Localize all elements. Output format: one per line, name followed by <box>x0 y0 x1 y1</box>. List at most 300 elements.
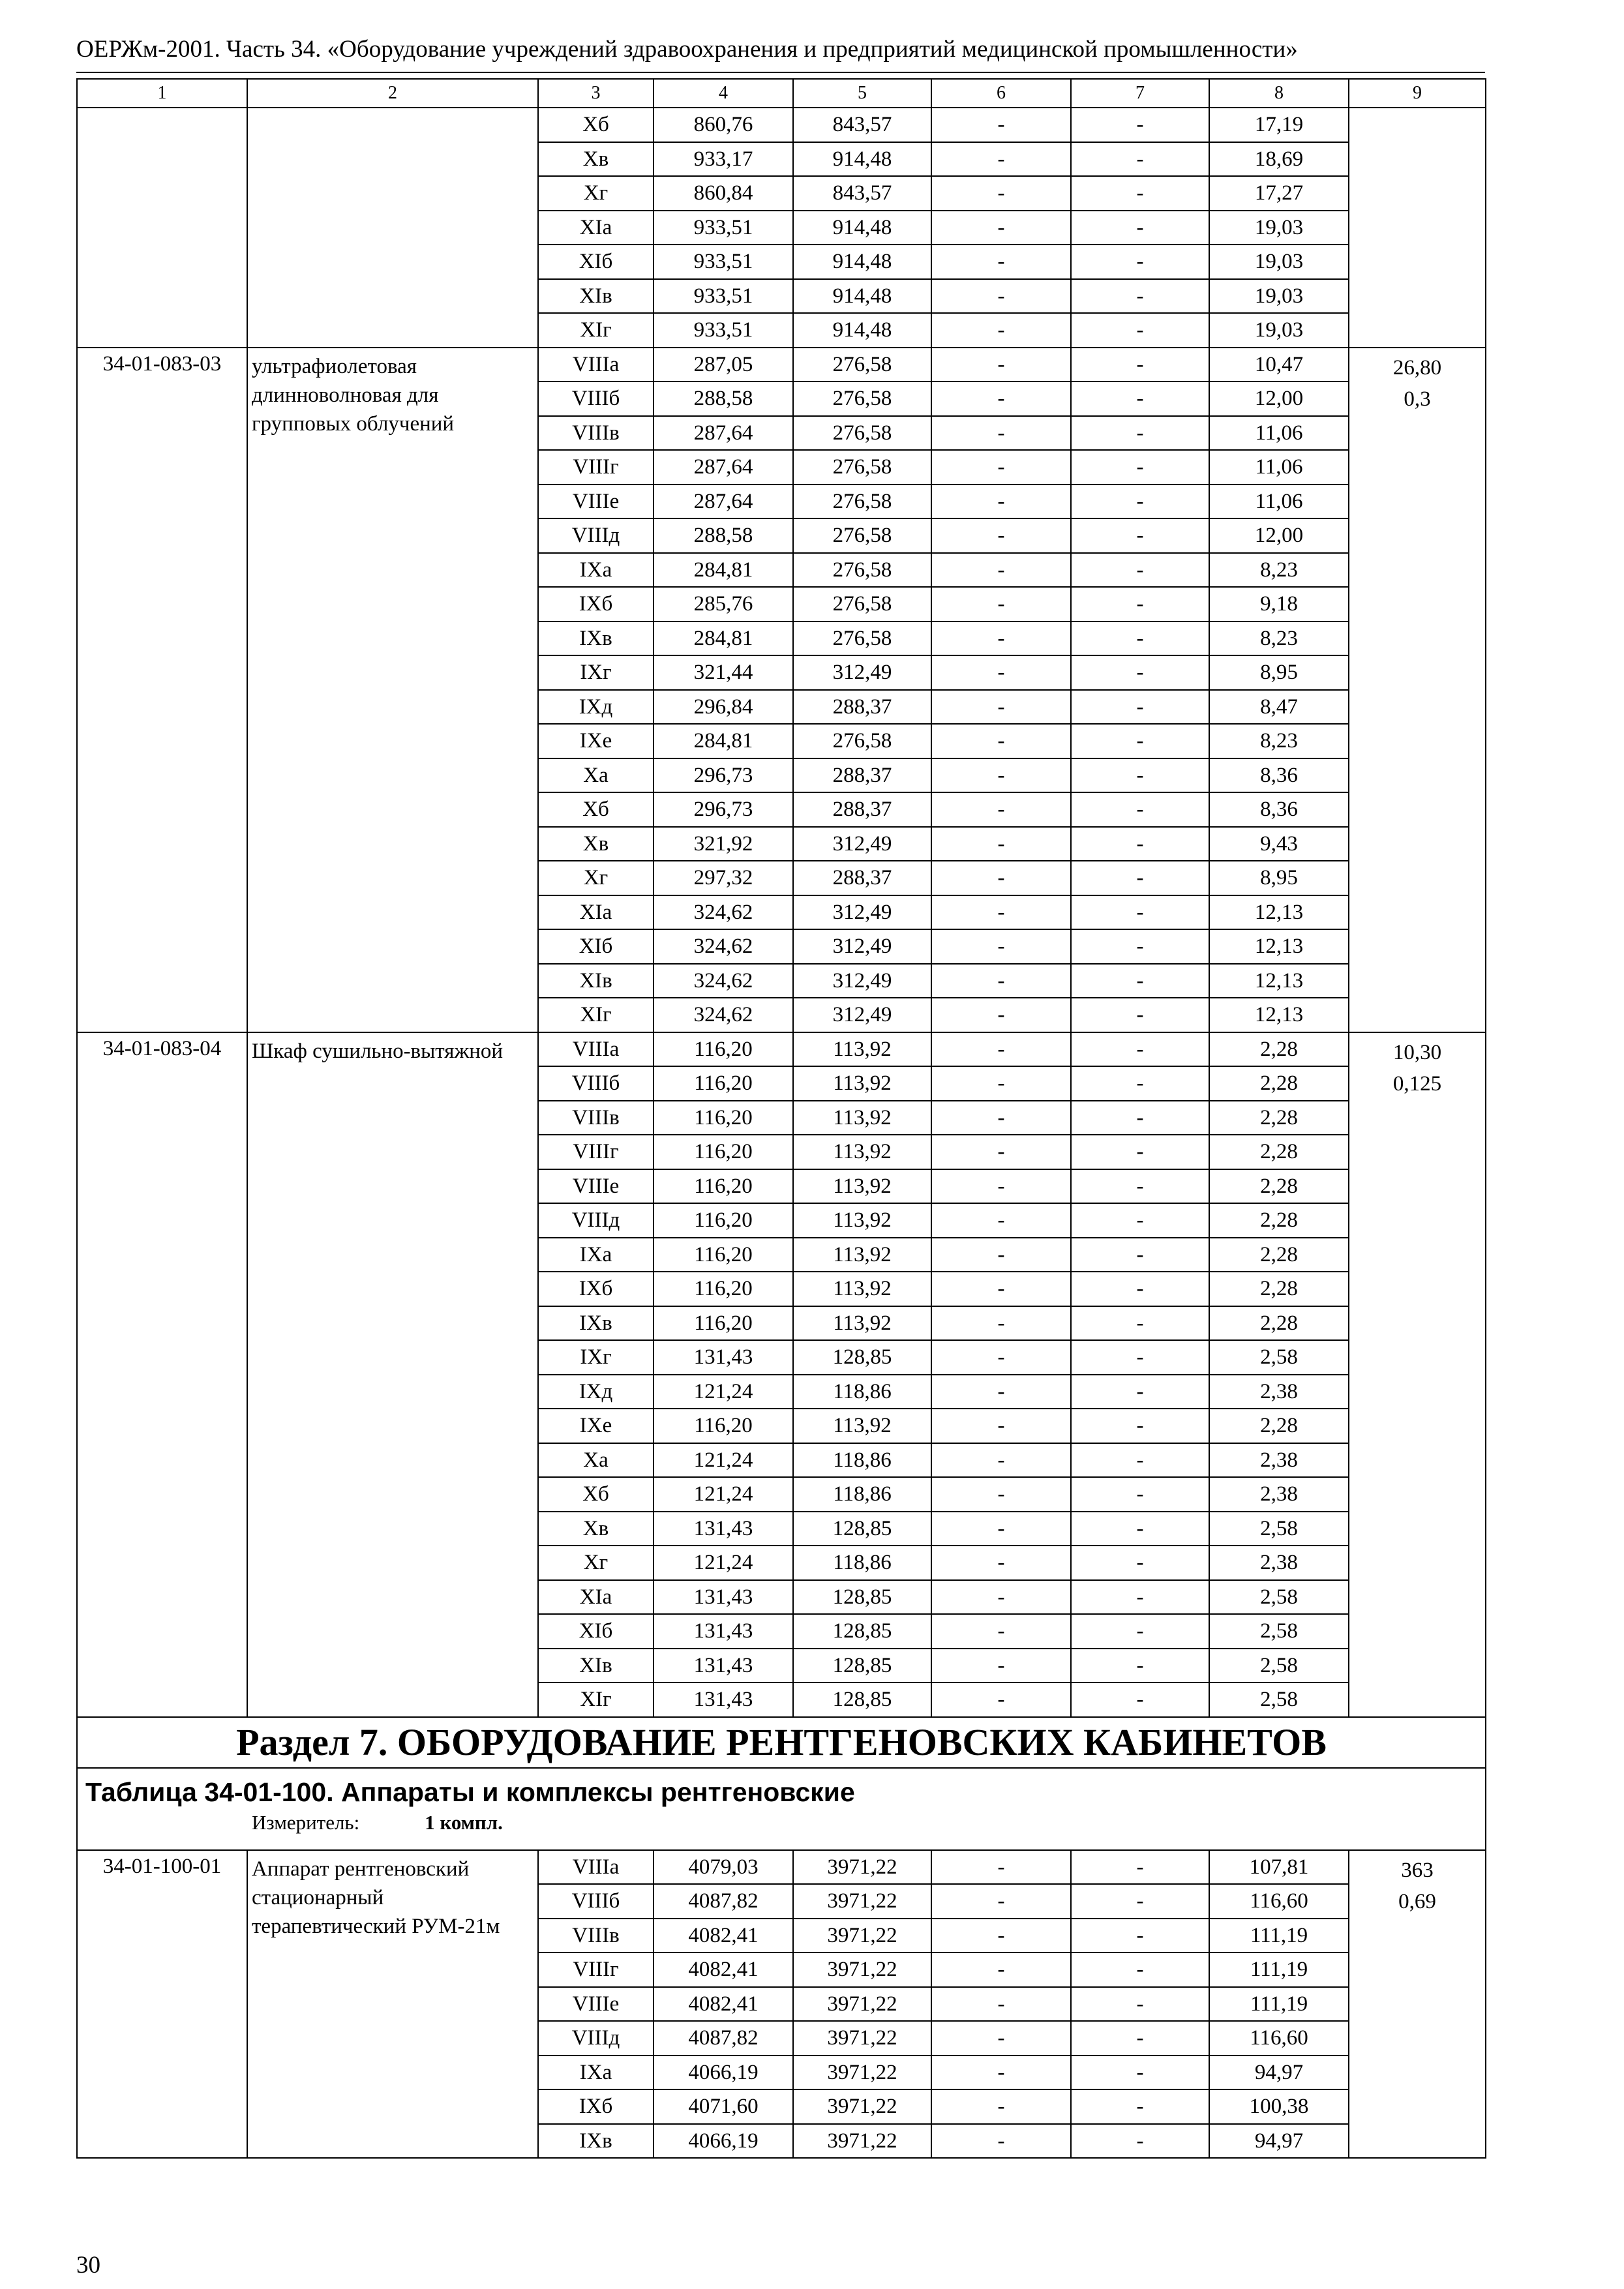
value-cell: 19,03 <box>1209 279 1349 314</box>
header-rule <box>76 72 1485 73</box>
value-cell: 2,58 <box>1209 1649 1349 1683</box>
column-number: 9 <box>1349 79 1486 108</box>
value-cell: 10,47 <box>1209 348 1349 382</box>
value-cell: 288,37 <box>793 690 931 725</box>
value-cell: 131,43 <box>654 1340 793 1375</box>
value-cell: 118,86 <box>793 1477 931 1512</box>
value-cell: - <box>931 518 1071 553</box>
value-cell: - <box>1071 1614 1209 1649</box>
page-number: 30 <box>76 2252 100 2279</box>
value-cell: 113,92 <box>793 1203 931 1238</box>
value-cell: - <box>1071 1135 1209 1169</box>
value-cell: - <box>1071 690 1209 725</box>
value-cell: 3971,22 <box>793 2089 931 2124</box>
zone-cell: VIIIд <box>538 2021 654 2056</box>
value-cell: 118,86 <box>793 1443 931 1478</box>
value-cell: 276,58 <box>793 450 931 485</box>
col9-cell <box>1349 1032 1486 1717</box>
value-cell: 131,43 <box>654 1614 793 1649</box>
zone-cell: IXе <box>538 724 654 758</box>
value-cell: 284,81 <box>654 724 793 758</box>
column-number: 1 <box>77 79 247 108</box>
value-cell: 4071,60 <box>654 2089 793 2124</box>
zone-cell: IXг <box>538 1340 654 1375</box>
col9-value: 10,30 <box>1392 1040 1442 1064</box>
zone-cell: XIв <box>538 1649 654 1683</box>
value-cell: - <box>1071 792 1209 827</box>
value-cell: 296,73 <box>654 758 793 793</box>
zone-cell: IXд <box>538 1375 654 1409</box>
value-cell: - <box>1071 450 1209 485</box>
value-cell: 111,19 <box>1209 1919 1349 1953</box>
value-cell: - <box>931 176 1071 211</box>
value-cell: 131,43 <box>654 1512 793 1546</box>
value-cell: - <box>1071 1443 1209 1478</box>
value-cell: - <box>1071 1340 1209 1375</box>
value-cell: - <box>931 690 1071 725</box>
zone-cell: Xг <box>538 1546 654 1580</box>
value-cell: 118,86 <box>793 1375 931 1409</box>
value-cell: 843,57 <box>793 108 931 142</box>
value-cell: 3971,22 <box>793 1952 931 1987</box>
value-cell: - <box>1071 964 1209 998</box>
value-cell: - <box>1071 1238 1209 1272</box>
value-cell: - <box>1071 382 1209 416</box>
value-cell: 297,32 <box>654 861 793 895</box>
value-cell: - <box>1071 1987 1209 2022</box>
measure-value: 1 компл. <box>425 1810 503 1834</box>
value-cell: - <box>1071 2021 1209 2056</box>
value-cell: 3971,22 <box>793 1850 931 1885</box>
value-cell: - <box>931 313 1071 348</box>
value-cell: - <box>931 2021 1071 2056</box>
value-cell: 2,28 <box>1209 1409 1349 1443</box>
value-cell: 324,62 <box>654 929 793 964</box>
value-cell: - <box>931 211 1071 245</box>
zone-cell: Xг <box>538 861 654 895</box>
value-cell: - <box>931 1306 1071 1341</box>
value-cell: 2,58 <box>1209 1614 1349 1649</box>
value-cell: 19,03 <box>1209 313 1349 348</box>
value-cell: 128,85 <box>793 1683 931 1717</box>
value-cell: 321,44 <box>654 655 793 690</box>
value-cell: 276,58 <box>793 724 931 758</box>
value-cell: 287,64 <box>654 450 793 485</box>
value-cell: - <box>1071 245 1209 279</box>
value-cell: 11,06 <box>1209 450 1349 485</box>
value-cell: 324,62 <box>654 895 793 930</box>
value-cell: 100,38 <box>1209 2089 1349 2124</box>
value-cell: - <box>1071 1884 1209 1919</box>
value-cell: - <box>931 827 1071 861</box>
value-cell: - <box>931 450 1071 485</box>
column-number: 7 <box>1071 79 1209 108</box>
value-cell: 914,48 <box>793 142 931 177</box>
zone-cell: VIIIд <box>538 1203 654 1238</box>
column-number: 8 <box>1209 79 1349 108</box>
value-cell: 285,76 <box>654 587 793 621</box>
value-cell: - <box>1071 176 1209 211</box>
column-number: 5 <box>793 79 931 108</box>
value-cell: 113,92 <box>793 1135 931 1169</box>
value-cell: - <box>1071 485 1209 519</box>
zone-cell: IXе <box>538 1409 654 1443</box>
value-cell: - <box>931 1272 1071 1306</box>
value-cell: - <box>1071 861 1209 895</box>
rate-code: 34-01-100-01 <box>77 1850 247 2159</box>
col9-cell <box>1349 348 1486 1032</box>
value-cell: - <box>1071 1649 1209 1683</box>
value-cell: - <box>931 1101 1071 1135</box>
col9-value: 0,3 <box>1404 387 1431 411</box>
value-cell: 9,18 <box>1209 587 1349 621</box>
value-cell: 288,37 <box>793 758 931 793</box>
value-cell: 17,27 <box>1209 176 1349 211</box>
value-cell: - <box>931 1952 1071 1987</box>
value-cell: 2,28 <box>1209 1032 1349 1067</box>
value-cell: - <box>1071 279 1209 314</box>
zone-cell: VIIIв <box>538 1919 654 1953</box>
section-title-row <box>77 1717 1486 1768</box>
value-cell: 116,20 <box>654 1306 793 1341</box>
zone-cell: Xб <box>538 108 654 142</box>
zone-cell: IXа <box>538 553 654 588</box>
value-cell: - <box>931 1135 1071 1169</box>
value-cell: 933,17 <box>654 142 793 177</box>
value-cell: - <box>931 929 1071 964</box>
zone-cell: XIа <box>538 895 654 930</box>
value-cell: - <box>931 792 1071 827</box>
zone-cell: XIб <box>538 245 654 279</box>
value-cell: - <box>1071 1306 1209 1341</box>
value-cell: - <box>1071 553 1209 588</box>
value-cell: 284,81 <box>654 621 793 656</box>
value-cell: 2,28 <box>1209 1066 1349 1101</box>
value-cell: 116,20 <box>654 1101 793 1135</box>
value-cell: 116,20 <box>654 1203 793 1238</box>
value-cell: 312,49 <box>793 655 931 690</box>
table-title: Таблица 34-01-100. Аппараты и комплексы рентгеновские <box>85 1776 855 1807</box>
value-cell: - <box>931 1580 1071 1615</box>
value-cell: 128,85 <box>793 1580 931 1615</box>
zone-cell: XIг <box>538 1683 654 1717</box>
column-number: 6 <box>931 79 1071 108</box>
value-cell: 296,73 <box>654 792 793 827</box>
value-cell: - <box>931 279 1071 314</box>
value-cell: 4082,41 <box>654 1987 793 2022</box>
value-cell: 8,95 <box>1209 861 1349 895</box>
value-cell: 116,20 <box>654 1272 793 1306</box>
table-title-row <box>77 1768 1486 1850</box>
zone-cell: XIв <box>538 279 654 314</box>
value-cell: 128,85 <box>793 1649 931 1683</box>
value-cell: - <box>931 348 1071 382</box>
value-cell: - <box>931 245 1071 279</box>
table-row <box>77 1032 1486 1067</box>
value-cell: 12,00 <box>1209 382 1349 416</box>
value-cell: 131,43 <box>654 1649 793 1683</box>
value-cell: 116,60 <box>1209 2021 1349 2056</box>
value-cell: 121,24 <box>654 1375 793 1409</box>
column-number: 2 <box>247 79 538 108</box>
value-cell: 12,13 <box>1209 998 1349 1032</box>
value-cell: - <box>931 621 1071 656</box>
value-cell: - <box>1071 1477 1209 1512</box>
value-cell: 107,81 <box>1209 1850 1349 1885</box>
zone-cell: Xа <box>538 758 654 793</box>
value-cell: 131,43 <box>654 1683 793 1717</box>
value-cell: 121,24 <box>654 1477 793 1512</box>
value-cell: - <box>931 1340 1071 1375</box>
value-cell: - <box>1071 1101 1209 1135</box>
value-cell: 288,58 <box>654 518 793 553</box>
value-cell: - <box>931 485 1071 519</box>
value-cell: - <box>931 1203 1071 1238</box>
zone-cell: Xв <box>538 142 654 177</box>
value-cell: 121,24 <box>654 1443 793 1478</box>
value-cell: 118,86 <box>793 1546 931 1580</box>
value-cell: - <box>931 2089 1071 2124</box>
value-cell: 8,36 <box>1209 792 1349 827</box>
value-cell: 4082,41 <box>654 1919 793 1953</box>
value-cell: - <box>1071 587 1209 621</box>
value-cell: - <box>1071 416 1209 451</box>
value-cell: 8,95 <box>1209 655 1349 690</box>
value-cell: - <box>1071 2056 1209 2090</box>
zone-cell: VIIIа <box>538 1850 654 1885</box>
value-cell: 324,62 <box>654 998 793 1032</box>
value-cell: 276,58 <box>793 382 931 416</box>
value-cell: 17,19 <box>1209 108 1349 142</box>
zone-cell: IXа <box>538 1238 654 1272</box>
value-cell: 116,20 <box>654 1238 793 1272</box>
col9-value: 26,80 <box>1392 355 1442 380</box>
value-cell: - <box>931 587 1071 621</box>
value-cell: 2,28 <box>1209 1101 1349 1135</box>
equipment-name: Аппарат рентгеновский стационарный терапевтический РУМ-21м <box>247 1850 538 2159</box>
value-cell: 287,64 <box>654 485 793 519</box>
value-cell: - <box>1071 2089 1209 2124</box>
zone-cell: VIIIв <box>538 1101 654 1135</box>
value-cell: - <box>1071 313 1209 348</box>
value-cell: 324,62 <box>654 964 793 998</box>
value-cell: 2,38 <box>1209 1546 1349 1580</box>
value-cell: 19,03 <box>1209 211 1349 245</box>
value-cell: 116,60 <box>1209 1884 1349 1919</box>
value-cell: - <box>1071 211 1209 245</box>
zone-cell: VIIIв <box>538 416 654 451</box>
value-cell: 116,20 <box>654 1032 793 1067</box>
value-cell: 113,92 <box>793 1066 931 1101</box>
value-cell: - <box>931 416 1071 451</box>
value-cell: - <box>931 1238 1071 1272</box>
value-cell: 113,92 <box>793 1169 931 1204</box>
value-cell: - <box>931 1032 1071 1067</box>
value-cell: 8,23 <box>1209 553 1349 588</box>
value-cell: 860,76 <box>654 108 793 142</box>
value-cell: - <box>1071 1375 1209 1409</box>
value-cell: 933,51 <box>654 245 793 279</box>
value-cell: 288,37 <box>793 861 931 895</box>
value-cell: 312,49 <box>793 929 931 964</box>
value-cell: - <box>931 1409 1071 1443</box>
value-cell: 914,48 <box>793 313 931 348</box>
value-cell: - <box>931 1169 1071 1204</box>
column-number-row <box>77 79 1486 108</box>
value-cell: 2,58 <box>1209 1580 1349 1615</box>
value-cell: - <box>1071 1580 1209 1615</box>
value-cell: - <box>931 108 1071 142</box>
value-cell: 2,28 <box>1209 1135 1349 1169</box>
value-cell: - <box>931 2124 1071 2159</box>
value-cell: 2,28 <box>1209 1238 1349 1272</box>
value-cell: - <box>931 724 1071 758</box>
value-cell: 284,81 <box>654 553 793 588</box>
equipment-name <box>247 108 538 348</box>
value-cell: - <box>1071 724 1209 758</box>
value-cell: - <box>931 964 1071 998</box>
section-title: Раздел 7. ОБОРУДОВАНИЕ РЕНТГЕНОВСКИХ КАБИНЕТОВ <box>77 1717 1486 1768</box>
value-cell: 111,19 <box>1209 1952 1349 1987</box>
value-cell: - <box>1071 1850 1209 1885</box>
zone-cell: Xв <box>538 827 654 861</box>
zone-cell: IXб <box>538 1272 654 1306</box>
value-cell: 116,20 <box>654 1409 793 1443</box>
value-cell: - <box>1071 2124 1209 2159</box>
value-cell: - <box>931 1987 1071 2022</box>
column-number: 3 <box>538 79 654 108</box>
zone-cell: XIг <box>538 998 654 1032</box>
value-cell: - <box>1071 348 1209 382</box>
value-cell: - <box>931 1884 1071 1919</box>
zone-cell: XIг <box>538 313 654 348</box>
value-cell: - <box>931 1477 1071 1512</box>
zone-cell: VIIIб <box>538 382 654 416</box>
value-cell: 94,97 <box>1209 2056 1349 2090</box>
zone-cell: IXв <box>538 621 654 656</box>
zone-cell: XIб <box>538 1614 654 1649</box>
equipment-name: Шкаф сушильно-вытяжной <box>247 1032 538 1717</box>
zone-cell: XIв <box>538 964 654 998</box>
value-cell: 312,49 <box>793 964 931 998</box>
zone-cell: Xв <box>538 1512 654 1546</box>
zone-cell: VIIIе <box>538 1169 654 1204</box>
value-cell: - <box>1071 827 1209 861</box>
value-cell: 113,92 <box>793 1032 931 1067</box>
value-cell: 4079,03 <box>654 1850 793 1885</box>
value-cell: - <box>1071 1952 1209 1987</box>
zone-cell: VIIIд <box>538 518 654 553</box>
zone-cell: VIIIе <box>538 1987 654 2022</box>
value-cell: 113,92 <box>793 1306 931 1341</box>
value-cell: - <box>931 1546 1071 1580</box>
zone-cell: IXг <box>538 655 654 690</box>
value-cell: 128,85 <box>793 1614 931 1649</box>
value-cell: 9,43 <box>1209 827 1349 861</box>
col9-cell <box>1349 1850 1486 2159</box>
value-cell: 276,58 <box>793 553 931 588</box>
value-cell: 113,92 <box>793 1101 931 1135</box>
value-cell: 19,03 <box>1209 245 1349 279</box>
page-header: ОЕРЖм-2001. Часть 34. «Оборудование учреждений здравоохранения и предприятий медицинской промышленности» <box>76 36 1298 63</box>
value-cell: 276,58 <box>793 518 931 553</box>
table-row <box>77 1850 1486 1885</box>
value-cell: 128,85 <box>793 1340 931 1375</box>
zone-cell: IXв <box>538 2124 654 2159</box>
value-cell: 2,28 <box>1209 1272 1349 1306</box>
zone-cell: VIIIе <box>538 485 654 519</box>
value-cell: 4066,19 <box>654 2124 793 2159</box>
value-cell: - <box>1071 1546 1209 1580</box>
value-cell: - <box>931 1443 1071 1478</box>
value-cell: 3971,22 <box>793 2056 931 2090</box>
value-cell: - <box>1071 1272 1209 1306</box>
value-cell: 914,48 <box>793 211 931 245</box>
value-cell: 12,00 <box>1209 518 1349 553</box>
value-cell: 288,37 <box>793 792 931 827</box>
value-cell: - <box>931 861 1071 895</box>
zone-cell: Xа <box>538 1443 654 1478</box>
value-cell: 116,20 <box>654 1169 793 1204</box>
value-cell: - <box>931 998 1071 1032</box>
value-cell: 12,13 <box>1209 964 1349 998</box>
value-cell: 933,51 <box>654 313 793 348</box>
zone-cell: XIб <box>538 929 654 964</box>
value-cell: 2,38 <box>1209 1477 1349 1512</box>
zone-cell: IXб <box>538 587 654 621</box>
value-cell: 2,38 <box>1209 1443 1349 1478</box>
value-cell: 4066,19 <box>654 2056 793 2090</box>
col9-value: 0,125 <box>1392 1071 1442 1096</box>
value-cell: - <box>931 1614 1071 1649</box>
value-cell: 8,47 <box>1209 690 1349 725</box>
zone-cell: Xб <box>538 792 654 827</box>
value-cell: 2,58 <box>1209 1683 1349 1717</box>
value-cell: 3971,22 <box>793 1884 931 1919</box>
value-cell: 8,36 <box>1209 758 1349 793</box>
value-cell: 8,23 <box>1209 621 1349 656</box>
table-row <box>77 108 1486 142</box>
zone-cell: Xг <box>538 176 654 211</box>
value-cell: 276,58 <box>793 348 931 382</box>
value-cell: 113,92 <box>793 1238 931 1272</box>
value-cell: - <box>1071 1409 1209 1443</box>
value-cell: 2,58 <box>1209 1340 1349 1375</box>
zone-cell: IXа <box>538 2056 654 2090</box>
value-cell: - <box>931 1683 1071 1717</box>
value-cell: - <box>931 1850 1071 1885</box>
value-cell: - <box>931 758 1071 793</box>
value-cell: 111,19 <box>1209 1987 1349 2022</box>
value-cell: 8,23 <box>1209 724 1349 758</box>
value-cell: 312,49 <box>793 998 931 1032</box>
col9-value: 0,69 <box>1398 1889 1436 1913</box>
value-cell: 11,06 <box>1209 416 1349 451</box>
col9-cell <box>1349 108 1486 348</box>
table-body <box>77 79 1486 2158</box>
value-cell: 116,20 <box>654 1066 793 1101</box>
equipment-name: ультрафиолетовая длинноволновая для групповых облучений <box>247 348 538 1032</box>
table-title-cell <box>77 1768 1486 1850</box>
value-cell: 12,13 <box>1209 929 1349 964</box>
value-cell: - <box>1071 1032 1209 1067</box>
value-cell: 94,97 <box>1209 2124 1349 2159</box>
value-cell: - <box>1071 758 1209 793</box>
zone-cell: VIIIб <box>538 1884 654 1919</box>
value-cell: 860,84 <box>654 176 793 211</box>
rate-code <box>77 108 247 348</box>
value-cell: - <box>931 553 1071 588</box>
